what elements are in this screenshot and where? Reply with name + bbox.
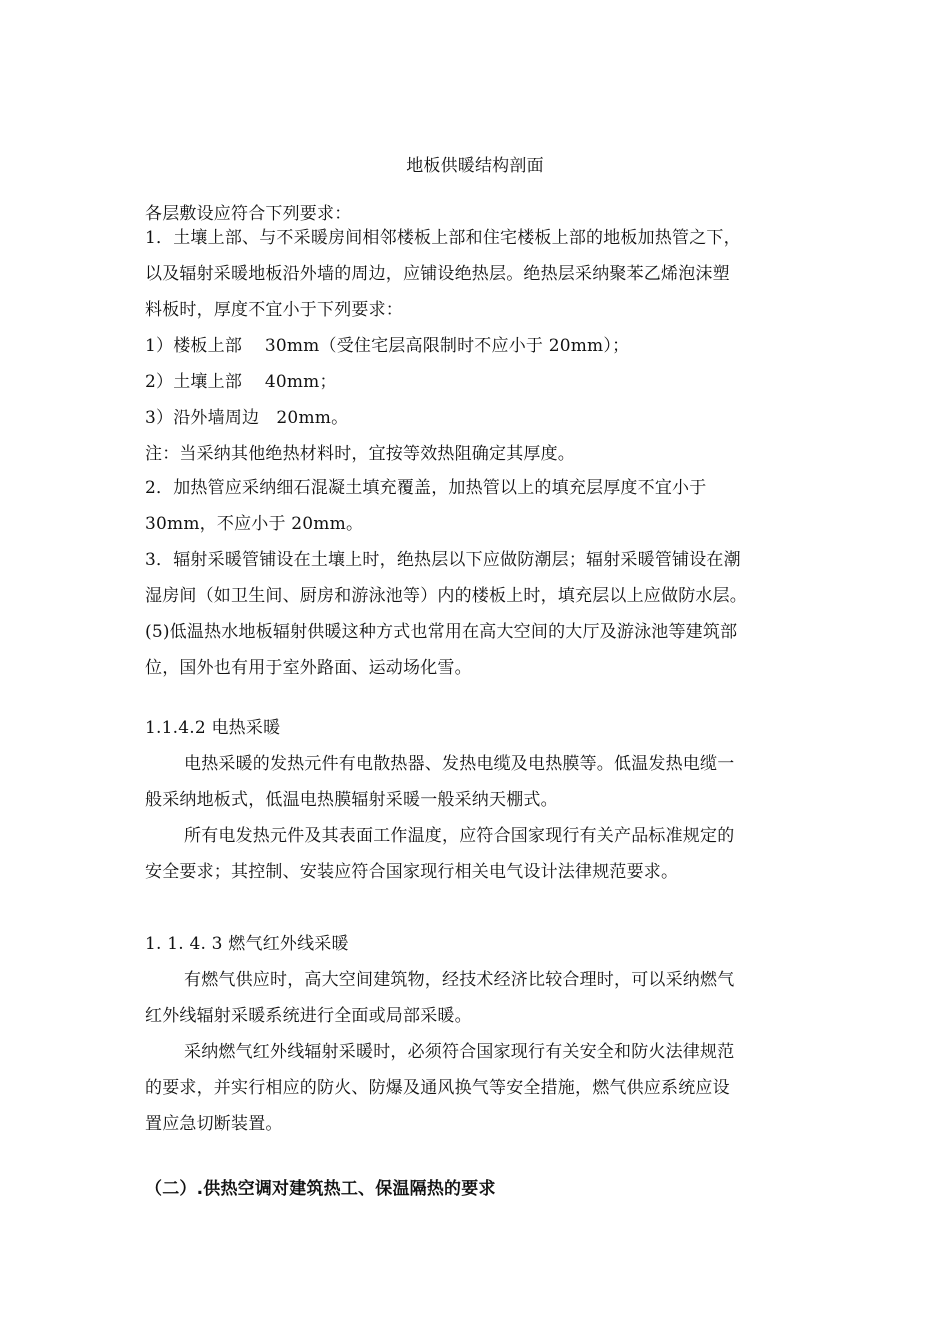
section-1142-p2-line-2: 安全要求；其控制、安装应符合国家现行相关电气设计法律规范要求。 — [145, 862, 679, 882]
section-1142-p1-line-1: 电热采暖的发热元件有电散热器、发热电缆及电热膜等。低温发热电缆一 — [184, 754, 735, 774]
section-1143-title: 1. 1. 4. 3 燃气红外线采暖 — [145, 934, 349, 954]
section-1143-p2-line-2: 的要求，并实行相应的防火、防爆及通风换气等安全措施，燃气供应系统应设 — [145, 1078, 730, 1098]
sub-item-1: 1）楼板上部 30mm（受住宅层高限制时不应小于 20mm）； — [145, 336, 630, 356]
item-5-line-2: 位，国外也有用于室外路面、运动场化雪。 — [145, 658, 472, 678]
item-1-line-1: 1．土壤上部、与不采暖房间相邻楼板上部和住宅楼板上部的地板加热管之下， — [145, 228, 741, 248]
section-1143-p2-line-1: 采纳燃气红外线辐射采暖时，必须符合国家现行有关安全和防火法律规范 — [184, 1042, 735, 1062]
section-1143-p1-line-1: 有燃气供应时，高大空间建筑物，经技术经济比较合理时，可以采纳燃气 — [184, 970, 735, 990]
item-3-line-1: 3．辐射采暖管铺设在土壤上时，绝热层以下应做防潮层；辐射采暖管铺设在潮 — [145, 550, 741, 570]
section-1143-p2-line-3: 置应急切断装置。 — [145, 1114, 283, 1134]
item-2-line-2: 30mm，不应小于 20mm。 — [145, 514, 364, 534]
section-2-heading: （二）.供热空调对建筑热工、保温隔热的要求 — [145, 1179, 496, 1199]
sub-item-2: 2）土壤上部 40mm； — [145, 372, 337, 392]
section-1142-p2-line-1: 所有电发热元件及其表面工作温度，应符合国家现行有关产品标准规定的 — [184, 826, 735, 846]
section-1143-p1-line-2: 红外线辐射采暖系统进行全面或局部采暖。 — [145, 1006, 472, 1026]
section-1142-title: 1.1.4.2 电热采暖 — [145, 718, 281, 738]
item-5-line-1: (5)低温热水地板辐射供暖这种方式也常用在高大空间的大厅及游泳池等建筑部 — [145, 622, 738, 642]
intro-line: 各层敷设应符合下列要求： — [145, 204, 352, 224]
figure-caption: 地板供暖结构剖面 — [406, 156, 544, 176]
note-line: 注：当采纳其他绝热材料时，宜按等效热阻确定其厚度。 — [145, 444, 575, 464]
item-1-line-2: 以及辐射采暖地板沿外墙的周边，应铺设绝热层。绝热层采纳聚苯乙烯泡沫塑 — [145, 264, 730, 284]
sub-item-3: 3）沿外墙周边 20mm。 — [145, 408, 349, 428]
item-2-line-1: 2．加热管应采纳细石混凝土填充覆盖，加热管以上的填充层厚度不宜小于 — [145, 478, 707, 498]
item-3-line-2: 湿房间（如卫生间、厨房和游泳池等）内的楼板上时，填充层以上应做防水层。 — [145, 586, 747, 606]
section-1142-p1-line-2: 般采纳地板式，低温电热膜辐射采暖一般采纳天棚式。 — [145, 790, 558, 810]
item-1-line-3: 料板时，厚度不宜小于下列要求： — [145, 300, 403, 320]
